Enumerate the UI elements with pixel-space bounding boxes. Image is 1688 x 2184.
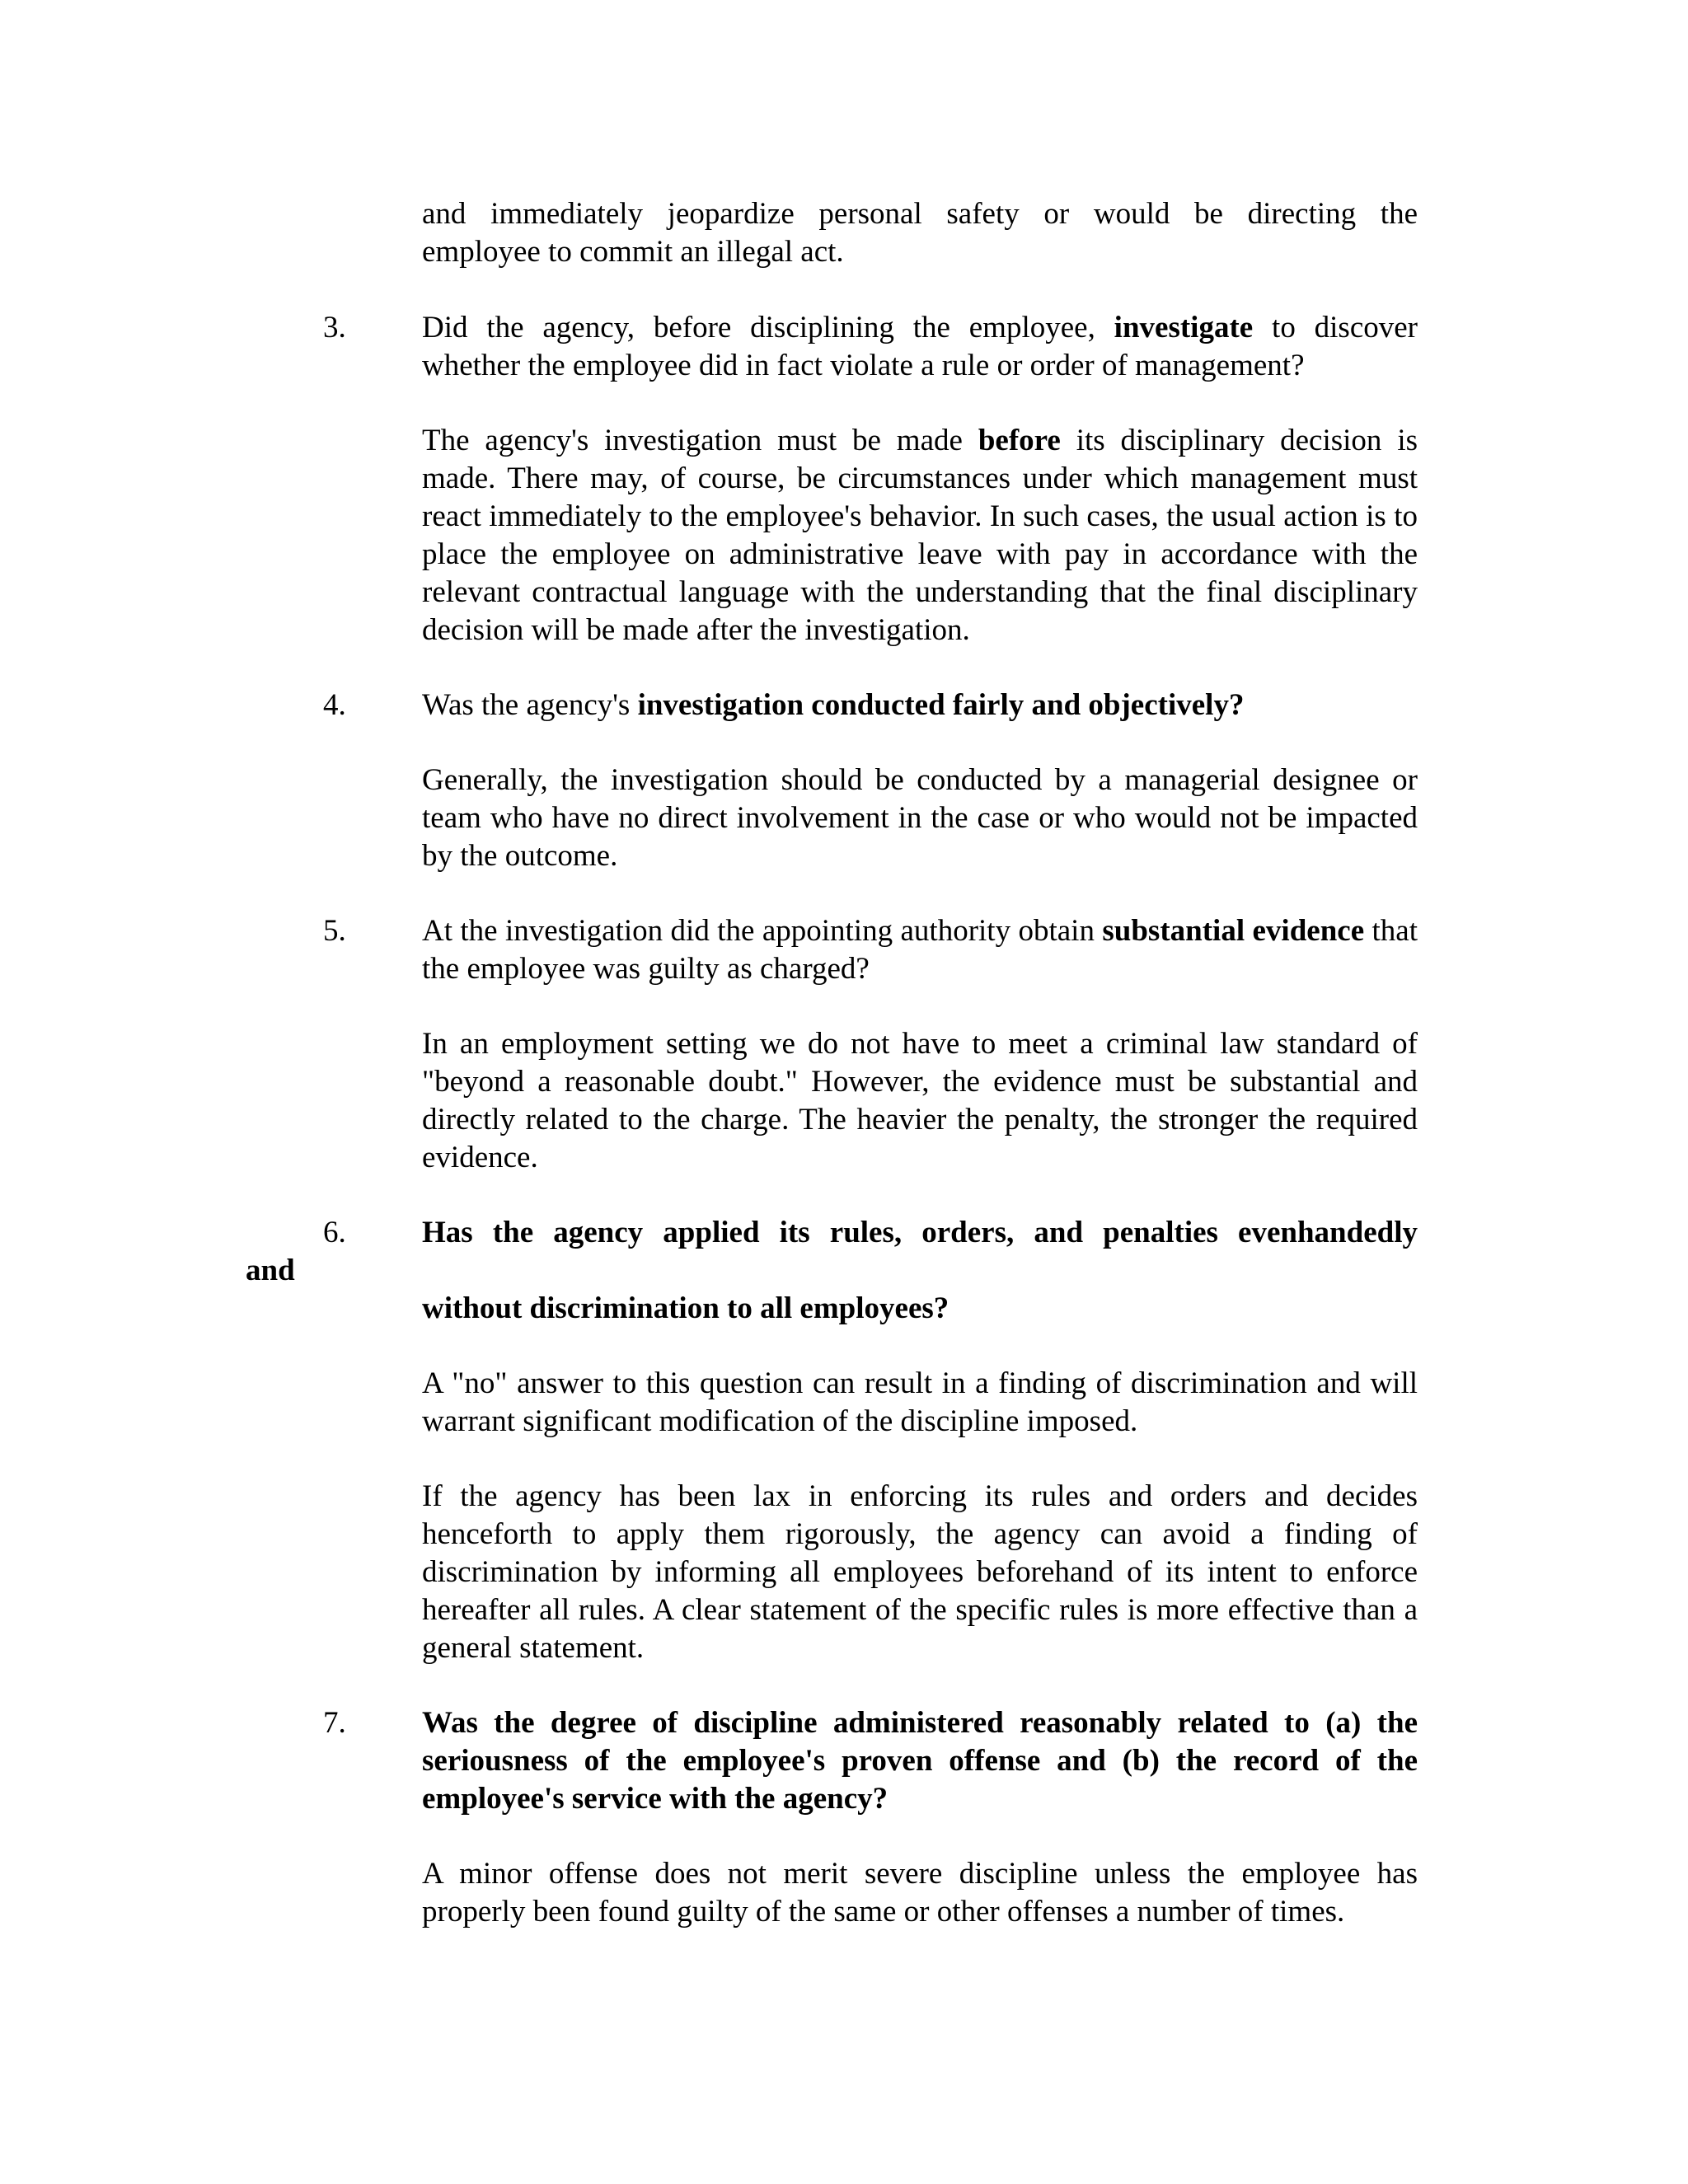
item-7-question bbox=[422, 1704, 1418, 1818]
intro-line-1: and immediately jeopardize personal safety or would be directing the bbox=[422, 197, 1418, 231]
item-4-question-pre: Was the agency's bbox=[422, 688, 638, 722]
item-3-question-pre: Did the agency, before disciplining the employee, bbox=[422, 311, 1114, 344]
item-5-question-post: that the employee was guilty as charged? bbox=[422, 914, 1418, 986]
item-4-paragraph: Generally, the investigation should be conducted by a managerial designee or team who have no direct involvement in the case or who would not be impacted by the outcome. bbox=[422, 763, 1418, 873]
item-5-number: 5. bbox=[323, 914, 346, 948]
item-3-question-post: to discover whether the employee did in fact violate a rule or order of management? bbox=[422, 311, 1418, 382]
item-4-number: 4. bbox=[323, 688, 346, 722]
item-7-question-text: Was the degree of discipline administered reasonably related to (a) the seriousness of the employee's proven offense and (b) the record of the employee's service with the agency? bbox=[422, 1706, 1418, 1816]
item-6-question-line-1-text: Has the agency applied its rules, orders, and penalties evenhandedly bbox=[422, 1216, 1418, 1249]
item-5-question-bold: substantial evidence bbox=[1102, 914, 1365, 948]
item-5-question bbox=[422, 912, 1418, 988]
item-3-paragraph-pre: The agency's investigation must be made bbox=[422, 424, 978, 457]
item-6-question-and: and bbox=[246, 1254, 295, 1287]
intro-line-2: employee to commit an illegal act. bbox=[422, 235, 844, 269]
item-3-paragraph bbox=[422, 422, 1418, 649]
item-3-question-bold: investigate bbox=[1114, 311, 1254, 344]
item-3-number: 3. bbox=[323, 311, 346, 344]
item-3-paragraph-bold: before bbox=[978, 424, 1061, 457]
item-4-question bbox=[422, 687, 1418, 724]
item-3-question bbox=[422, 309, 1418, 385]
item-7-paragraph: A minor offense does not merit severe discipline unless the employee has properly been found guilty of the same or other offenses a number of times. bbox=[422, 1857, 1418, 1929]
item-5-paragraph: In an employment setting we do not have to meet a criminal law standard of "beyond a reasonable doubt." However, the evidence must be substantial and directly related to the charge. The heavier the penalty, the stronger the required evidence. bbox=[422, 1027, 1418, 1174]
item-6-question-line-2-text: without discrimination to all employees? bbox=[422, 1291, 950, 1325]
item-3-paragraph-post: its disciplinary decision is made. There may, of course, be circumstances under which management must react immediately to the employee's behavior. In such cases, the usual action is to place the employee on administrative leave with pay in accordance with the relevant contractual language with the understanding that the final disciplinary decision will be made after the investigation. bbox=[422, 424, 1418, 647]
item-5-question-pre: At the investigation did the appointing authority obtain bbox=[422, 914, 1103, 948]
item-4-question-bold: investigation conducted fairly and objectively? bbox=[637, 688, 1245, 722]
item-6-question-line-2 bbox=[422, 1290, 1418, 1328]
item-7-number: 7. bbox=[323, 1706, 346, 1740]
item-6-number: 6. bbox=[323, 1216, 346, 1249]
item-6-paragraph-1: A "no" answer to this question can result in a finding of discrimination and will warrant significant modification of the discipline imposed. bbox=[422, 1366, 1418, 1438]
item-6-question-line-1 bbox=[422, 1214, 1418, 1252]
item-6-paragraph-2: If the agency has been lax in enforcing its rules and orders and decides henceforth to apply them rigorously, the agency can avoid a finding of discrimination by informing all employees beforehand of its intent to enforce hereafter all rules. A clear statement of the specific rules is more effective than a general statement. bbox=[422, 1479, 1418, 1665]
